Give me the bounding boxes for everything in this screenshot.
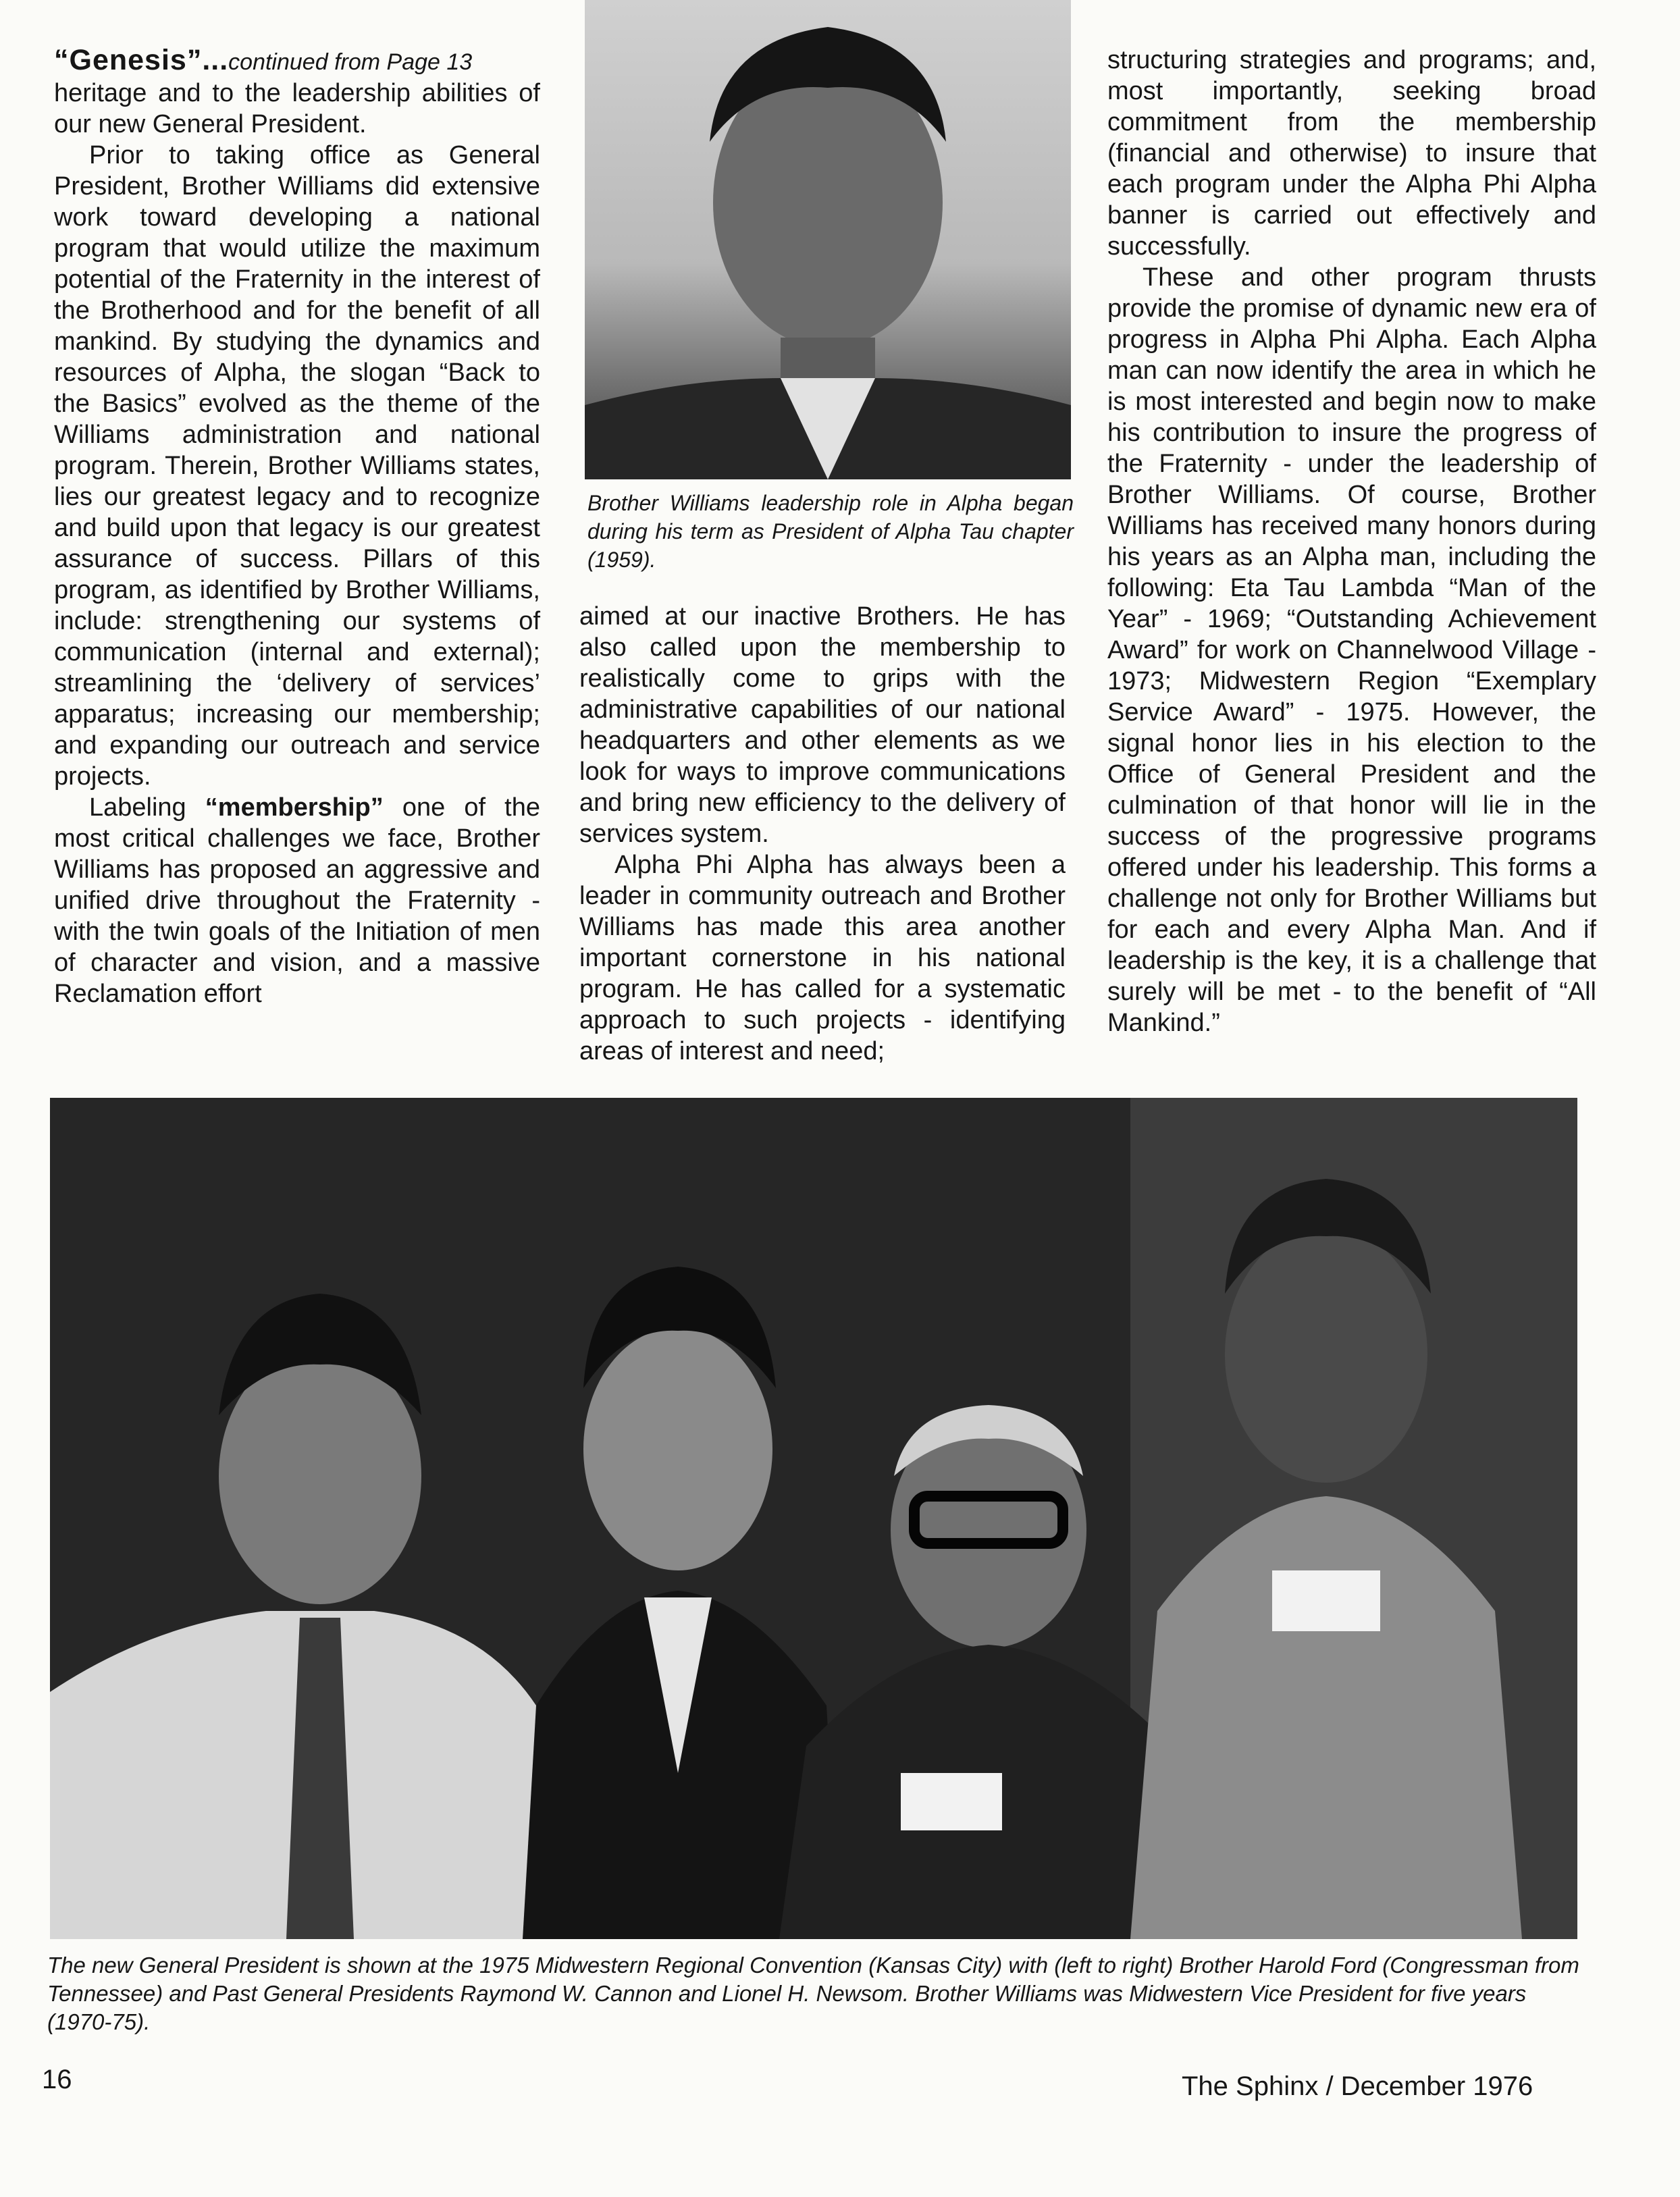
publication-footer: The Sphinx / December 1976	[1182, 2071, 1533, 2101]
portrait-caption: Brother Williams leadership role in Alpha began during his term as President of Alpha Tau chapter (1959).	[587, 491, 1074, 572]
paragraph: Alpha Phi Alpha has always been a leader in community outreach and Brother Williams has made this area another important cornerstone in his national program. He has called for a systematic approach to such projects - identifying areas of interest and need;	[579, 851, 1066, 1065]
paragraph: heritage and to the leadership abilities of our new General President.	[54, 79, 540, 138]
text-run: one of the most critical challenges we face, Brother Williams has proposed an aggressive and unified drive throughout the Fraternity - with the twin goals of the Initiation of men of character and vision, and a massive Reclamation effort	[54, 793, 540, 1008]
paragraph: structuring strategies and programs; and, most importantly, seeking broad commitment from the membership (financial and otherwise) to insure that each program under the Alpha Phi Alpha banner is carried out effectively and successfully.	[1107, 46, 1596, 261]
bold-text-run: “membership”	[205, 793, 384, 822]
portrait-illustration	[585, 0, 1071, 479]
paragraph	[54, 792, 540, 1009]
group-photo-illustration	[50, 1098, 1577, 1939]
page-number: 16	[42, 2065, 72, 2094]
heading-title: “Genesis”...	[54, 44, 229, 76]
paragraph: Prior to taking office as General President, Brother Williams did extensive work toward developing a national program that would utilize the maximum potential of the Fraternity in the interest of the Brotherhood and for the benefit of all mankind. By studying the dynamics and resources of Alpha, the slogan “Back to the Basics” evolved as the theme of the Williams administration and national program. Therein, Brother Williams states, lies our greatest legacy and to recognize and build upon that legacy is our greatest assurance of success. Pillars of this program, as identified by Brother Williams, include: strengthening our systems of communication (internal and external); streamlining the ‘delivery of services’ apparatus; increasing our membership; and expanding our outreach and service projects.	[54, 141, 540, 791]
article-column-2	[579, 601, 1066, 1067]
group-photo	[50, 1098, 1577, 1939]
group-photo-caption: The new General President is shown at the 1975 Midwestern Regional Convention (Kansas City) with (left to right) Brother Harold Ford (Congressman from Tennessee) and Past General Presidents Raymond W. Cannon and Lionel H. Newsom. Brother Williams was Midwestern Vice President for five years (1970-75).	[47, 1953, 1579, 2034]
continued-note: continued from Page 13	[228, 49, 473, 75]
paragraph: aimed at our inactive Brothers. He has also called upon the membership to realistically come to grips with the administrative capabilities of our national headquarters and other elements as we look for ways to improve communications and bring new efficiency to the delivery of services system.	[579, 602, 1066, 848]
article-column-1	[54, 45, 540, 1009]
paragraph: These and other program thrusts provide the promise of dynamic new era of progress in Alpha Phi Alpha. Each Alpha man can now identify the area in which he is most interested and begin now to make his contribution to insure the progress of the Fraternity - under the leadership of Brother Williams. Of course, Brother Williams has received many honors during his years as an Alpha man, including the following: Eta Tau Lambda “Man of the Year” - 1969; “Outstanding Achievement Award” for work on Channelwood Village - 1973; Midwestern Region “Exemplary Service Award” - 1975. However, the signal honor lies in his election to the Office of General President and the culmination of that honor will lie in the success of the progressive programs offered under his leadership. This forms a challenge not only for Brother Williams but for each and every Alpha Man. And if leadership is the key, it is a challenge that surely will be met - to the benefit of “All Mankind.”	[1107, 263, 1596, 1037]
article-heading	[54, 45, 540, 78]
text-run: Labeling	[89, 793, 205, 822]
portrait-photo	[585, 0, 1071, 479]
article-column-3	[1107, 45, 1596, 1038]
